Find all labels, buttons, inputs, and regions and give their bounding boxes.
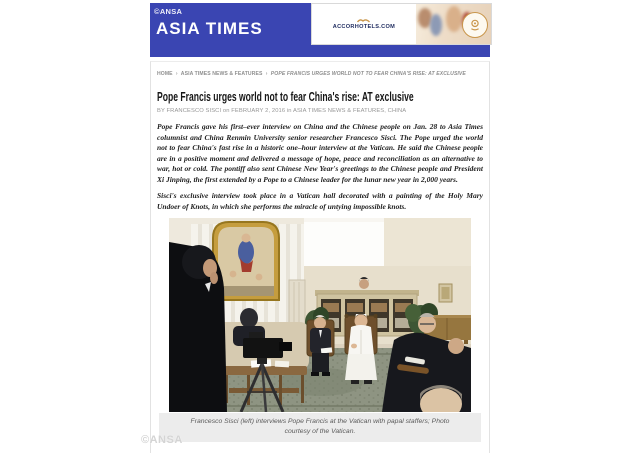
ad-banner[interactable] — [311, 3, 492, 45]
bird-icon — [357, 18, 370, 23]
site-header — [150, 3, 490, 57]
breadcrumb-link-home[interactable]: HOME — [157, 71, 173, 77]
article-paragraph: Pope Francis gave his first–ever interview on China and the Chinese people on Jan. 28 to Asia Times columnist and China Renmin University senior researcher Francesco Sisci. The Pope urged the world not to fear China's fast rise in a historic one–hour interview at the Vatican. He said the Chinese people are in a positive moment and delivered a message of hope, peace and reconciliation as an alternative to war, hot or cold. The pontiff also sent Chinese New Year's greetings to the Chinese people and President Xi Jinping, the first extended by a Pope to a Chinese leader for the lunar new year in 2,000 years. — [157, 122, 483, 184]
article-figure — [157, 218, 483, 442]
content-column — [150, 0, 490, 453]
breadcrumb-link-section[interactable]: ASIA TIMES NEWS & FEATURES — [180, 71, 263, 77]
ad-photo[interactable] — [416, 4, 491, 44]
ansa-watermark-bottom: ©ANSA — [141, 434, 183, 446]
breadcrumb — [157, 71, 466, 77]
ansa-watermark-top: ©ANSA — [154, 7, 183, 16]
location-pin-icon[interactable] — [462, 12, 488, 38]
article-body — [157, 122, 483, 212]
site-logo[interactable]: ASIA TIMES — [156, 19, 263, 38]
breadcrumb-separator: › — [265, 71, 268, 77]
article-headline: Pope Francis urges world not to fear China's rise: AT exclusive — [157, 89, 414, 104]
article-paragraph: Sisci's exclusive interview took place in a Vatican hall decorated with a painting of the Holy Mary Undoer of Knots, in which she performs the miracle of untying impossible knots. — [157, 191, 483, 211]
article-byline: BY FRANCESCO SISCI on FEBRUARY 2, 2016 in ASIA TIMES NEWS & FEATURES, CHINA — [157, 108, 407, 114]
ad-photo-figure — [430, 14, 442, 36]
breadcrumb-current: POPE FRANCIS URGES WORLD NOT TO FEAR CHINA'S RISE: AT EXCLUSIVE — [270, 71, 466, 77]
ad-brand-text: ACCORHOTELS.COM — [332, 24, 396, 30]
ad-photo-figure — [446, 6, 462, 32]
photo-caption: Francesco Sisci (left) interviews Pope Francis at the Vatican with papal staffers; Photo courtesy of the Vatican. — [190, 418, 450, 436]
photo-caption-box — [159, 413, 481, 442]
article-container — [150, 61, 490, 453]
breadcrumb-separator: › — [175, 71, 178, 77]
vatican-interview-photo-art — [169, 218, 471, 412]
article-photo — [169, 218, 471, 412]
ad-brand-block[interactable] — [312, 4, 416, 44]
